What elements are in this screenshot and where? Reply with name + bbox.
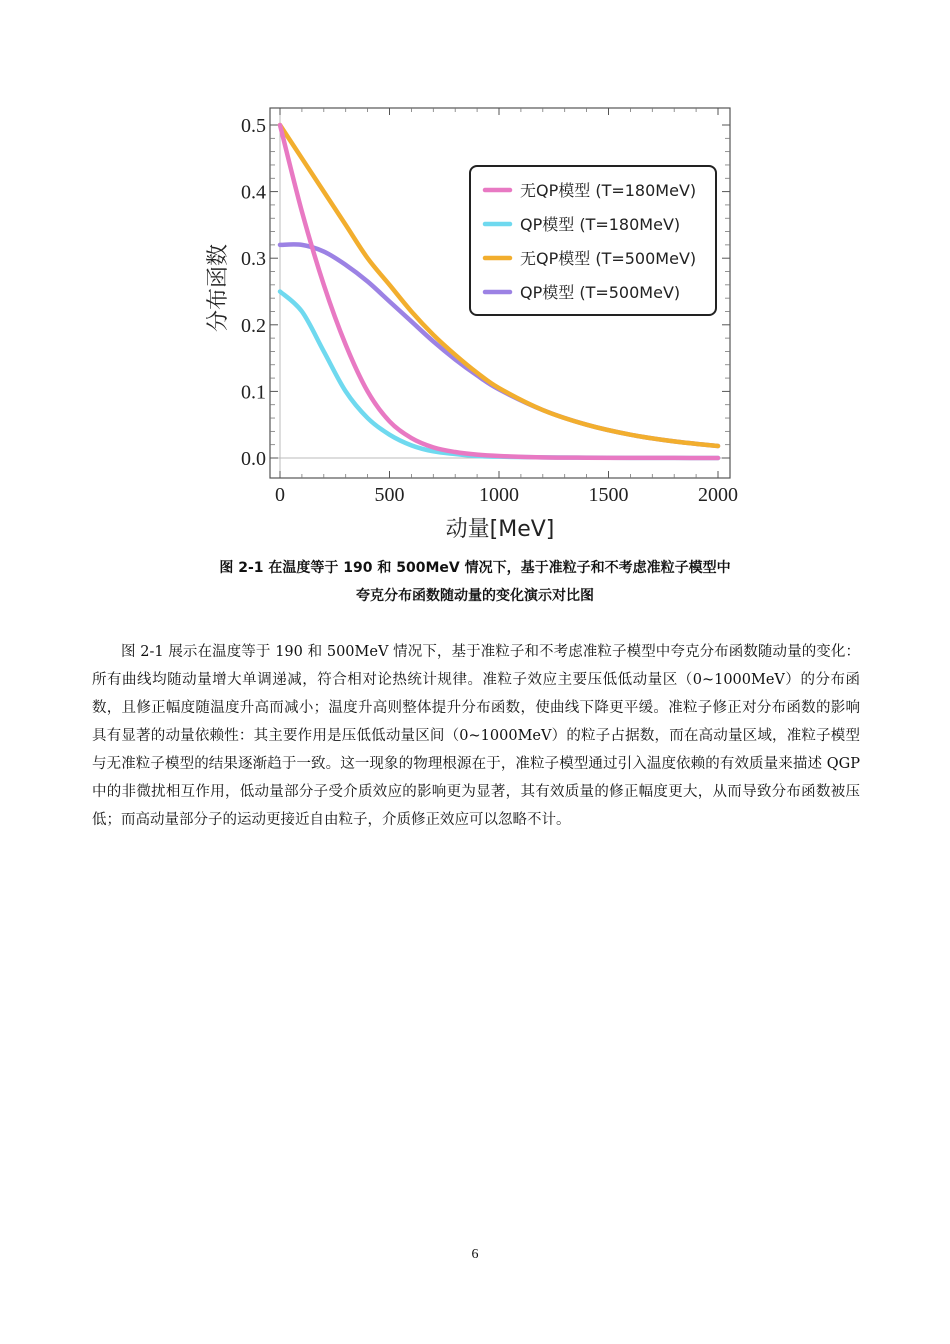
y-tick-label: 0.5 (241, 115, 266, 137)
x-tick-label: 1500 (588, 484, 629, 506)
legend (470, 166, 716, 315)
legend-label-0: 无QP模型 (T=180MeV) (520, 181, 697, 200)
legend-label-2: 无QP模型 (T=500MeV) (520, 249, 697, 268)
series-line-1 (280, 292, 718, 459)
x-tick-label: 500 (374, 484, 405, 506)
body-text (92, 638, 860, 834)
y-tick-label: 0.1 (241, 381, 266, 404)
body-paragraph: 图 2-1 展示在温度等于 190 和 500MeV 情况下，基于准粒子和不考虑准粒子模型中夸克分布函数随动量的变化：所有曲线均随动量增大单调递减，符合相对论热统计规律。准粒子效应主要压低低动量区（0~1000MeV）的分布函数，且修正幅度随温度升高而减小；温度升高则整体提升分布函数，使曲线下降更平缓。准粒子修正对分布函数的影响具有显著的动量依赖性：其主要作用是压低低动量区间（0~1000MeV）的粒子占据数，而在高动量区域，准粒子模型与无准粒子模型的结果逐渐趋于一致。这一现象的物理根源在于，准粒子模型通过引入温度依赖的有效质量来描述 QGP 中的非微扰相互作用，低动量部分子受介质效应的影响更为显著，其有效质量的修正幅度更大，从而导致分布函数被压低；而高动量部分子的运动更接近自由粒子，介质修正效应可以忽略不计。 (92, 644, 860, 828)
figure-caption-line-2: 夸克分布函数随动量的变化演示对比图 (356, 588, 594, 604)
y-tick-label: 0.4 (241, 181, 266, 204)
y-tick-label: 0.0 (241, 448, 266, 470)
x-tick-label: 1000 (479, 484, 519, 506)
y-tick-label: 0.3 (241, 248, 266, 271)
y-tick-label: 0.2 (241, 314, 266, 337)
legend-label-1: QP模型 (T=180MeV) (520, 215, 681, 234)
distribution-function-chart (190, 95, 760, 550)
page-number: 6 (471, 1247, 479, 1262)
x-tick-label: 0 (275, 484, 285, 506)
y-axis-title: 分布函数 (206, 243, 231, 333)
x-axis-title: 动量[MeV] (445, 517, 555, 542)
x-tick-label: 2000 (698, 484, 738, 506)
legend-label-3: QP模型 (T=500MeV) (520, 283, 681, 302)
figure-caption-line-1: 图 2-1 在温度等于 190 和 500MeV 情况下，基于准粒子和不考虑准粒子模型中 (219, 560, 731, 576)
